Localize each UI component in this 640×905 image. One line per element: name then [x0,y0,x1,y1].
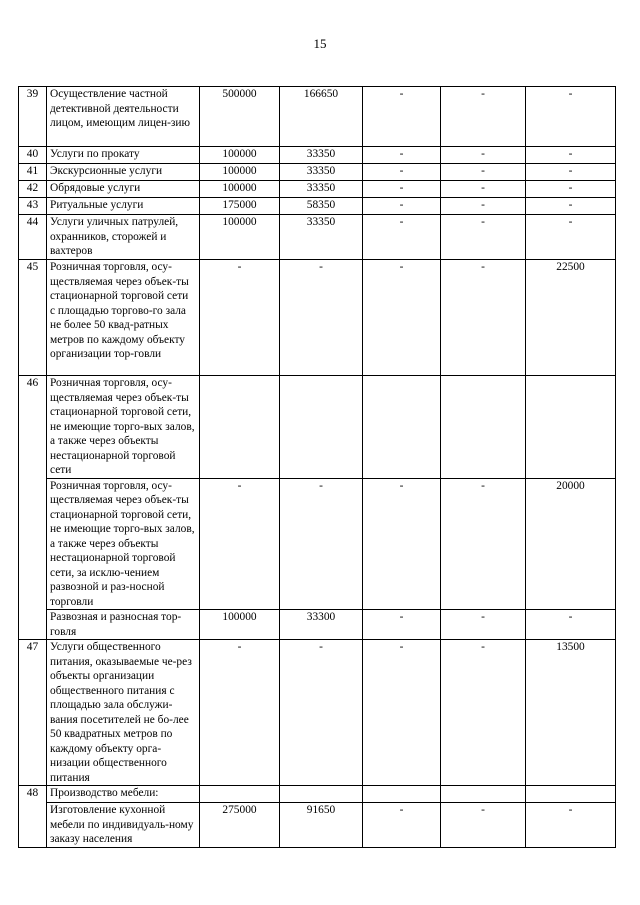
table-row [19,640,616,786]
value-cell [526,376,616,479]
value-cell: 91650 [280,803,363,848]
value-cell: - [526,181,616,198]
value-cell: - [363,87,441,147]
value-cell [526,786,616,803]
value-cell: 100000 [200,147,280,164]
value-cell: - [363,640,441,786]
value-cell: 166650 [280,87,363,147]
value-cell: 33300 [280,610,363,640]
value-cell: - [441,640,526,786]
row-number: 47 [19,640,47,786]
value-cell: - [363,181,441,198]
row-number: 46 [19,376,47,640]
tariff-table [18,86,616,848]
table-row [19,478,616,610]
activity-name: Услуги по прокату [47,147,200,164]
value-cell: - [441,87,526,147]
activity-name: Услуги уличных патрулей, охранников, сторожей и вахтеров [47,215,200,260]
value-cell: - [441,164,526,181]
value-cell: 33350 [280,181,363,198]
page-number: 15 [313,36,327,51]
value-cell: - [441,610,526,640]
value-cell: - [441,147,526,164]
value-cell: - [280,260,363,376]
value-cell: - [441,260,526,376]
row-number: 39 [19,87,47,147]
table-row [19,215,616,260]
activity-name: Экскурсионные услуги [47,164,200,181]
activity-name: Розничная торговля, осу-ществляемая через объек-ты стационарной торговой сети, не имеющие торго-вых залов, а также через объекты нестационарной торговой сети, за исклю-чением развозной и раз-носной торговли [47,478,200,610]
value-cell: - [363,198,441,215]
value-cell: 13500 [526,640,616,786]
value-cell: - [280,640,363,786]
value-cell: 100000 [200,164,280,181]
value-cell: - [363,215,441,260]
value-cell: - [441,198,526,215]
value-cell: 100000 [200,610,280,640]
value-cell [441,376,526,479]
value-cell: 100000 [200,181,280,198]
activity-name: Изготовление кухонной мебели по индивидуаль-ному заказу населения [47,803,200,848]
value-cell [441,786,526,803]
value-cell: 22500 [526,260,616,376]
activity-name: Ритуальные услуги [47,198,200,215]
value-cell [280,786,363,803]
table-row [19,260,616,376]
value-cell: - [526,147,616,164]
value-cell: 175000 [200,198,280,215]
activity-name: Розничная торговля, осу-ществляемая через объек-ты стационарной торговой сети, не имеющие торго-вых залов, а также через объекты нестационарной торговой сети [47,376,200,479]
table-row [19,786,616,803]
value-cell: - [363,478,441,610]
value-cell: - [526,87,616,147]
value-cell: - [363,803,441,848]
value-cell: - [526,610,616,640]
value-cell: - [441,181,526,198]
value-cell [363,786,441,803]
activity-name: Услуги общественного питания, оказываемые че-рез объекты организации общественного питания с площадью зала обслужи-вания посетителей не бо-лее 50 квадратных метров по каждому объекту орга-низации общественного питания [47,640,200,786]
value-cell: 58350 [280,198,363,215]
value-cell: 275000 [200,803,280,848]
table-row [19,803,616,848]
value-cell: - [363,610,441,640]
row-number: 40 [19,147,47,164]
value-cell: - [441,803,526,848]
activity-name: Развозная и разносная тор-говля [47,610,200,640]
value-cell [363,376,441,479]
table-row [19,147,616,164]
activity-name: Производство мебели: [47,786,200,803]
value-cell: 33350 [280,164,363,181]
value-cell [200,786,280,803]
value-cell: - [441,215,526,260]
value-cell: - [200,478,280,610]
value-cell: - [526,164,616,181]
value-cell: - [526,215,616,260]
table-row [19,610,616,640]
value-cell: - [441,478,526,610]
table-row [19,376,616,479]
value-cell: - [200,260,280,376]
row-number: 45 [19,260,47,376]
row-number: 41 [19,164,47,181]
value-cell: 500000 [200,87,280,147]
value-cell: - [363,147,441,164]
value-cell: - [363,260,441,376]
activity-name: Осуществление частной детективной деятельности лицом, имеющим лицен-зию [47,87,200,147]
value-cell [280,376,363,479]
value-cell: 33350 [280,215,363,260]
row-number: 44 [19,215,47,260]
value-cell: 33350 [280,147,363,164]
table-row [19,164,616,181]
value-cell [200,376,280,479]
value-cell: 20000 [526,478,616,610]
row-number: 42 [19,181,47,198]
value-cell: - [280,478,363,610]
row-number: 43 [19,198,47,215]
value-cell: - [526,803,616,848]
value-cell: - [200,640,280,786]
table-row [19,87,616,147]
value-cell: - [526,198,616,215]
table-row [19,181,616,198]
activity-name: Обрядовые услуги [47,181,200,198]
activity-name: Розничная торговля, осу-ществляемая через объек-ты стационарной торговой сети с площадью торгово-го зала не более 50 квад-ратных метров по каждому объекту организации тор-говли [47,260,200,376]
value-cell: 100000 [200,215,280,260]
value-cell: - [363,164,441,181]
row-number: 48 [19,786,47,848]
table-row [19,198,616,215]
